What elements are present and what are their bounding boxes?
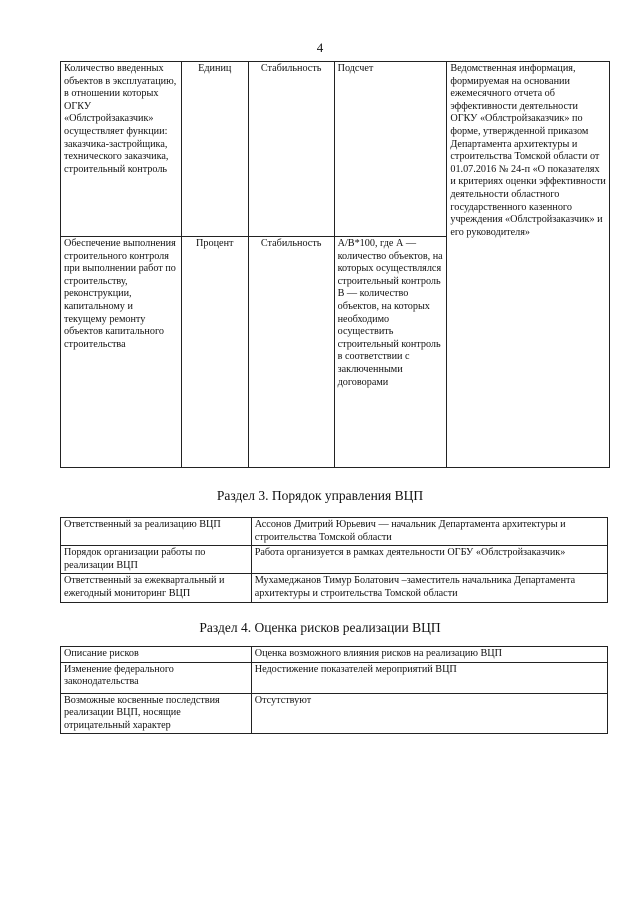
row-label: Изменение федерального законодательства: [61, 662, 252, 693]
indicators-table: [60, 61, 610, 468]
row-value: Ассонов Дмитрий Юрьевич — начальник Департамента архитектуры и строительства Томской области: [251, 518, 607, 546]
indicator-cell: Обеспечение выполнения строительного контроля при выполнении работ по строительству, реконструкции, капитальному и текущему ремонту объектов капитального строительства: [61, 237, 182, 468]
trend-cell: Стабильность: [248, 237, 334, 468]
trend-cell: Стабильность: [248, 62, 334, 237]
calc-cell: А/В*100, где А — количество объектов, на которых осуществлялся строительный контроль В — количество объектов, на которых необходимо осуществить строительный контроль в соответствии с заключенными договорами: [334, 237, 447, 468]
unit-cell: Единиц: [181, 62, 248, 237]
risks-table: [60, 646, 608, 734]
row-value: Мухамеджанов Тимур Болатович –заместитель начальника Департамента архитектуры и строительства Томской области: [251, 574, 607, 602]
row-label: Описание рисков: [61, 647, 252, 663]
indicator-cell: Количество введенных объектов в эксплуатацию, в отношении которых ОГКУ «Облстройзаказчик» осуществляет функции: заказчика-застройщика, технического заказчика, строительный контроль: [61, 62, 182, 237]
page-number: 4: [316, 40, 324, 55]
row-value: Отсутствуют: [251, 693, 607, 734]
table-row: [61, 662, 608, 693]
section-4-title: Раздел 4. Оценка рисков реализации ВЦП: [199, 620, 441, 635]
table-row: [61, 647, 608, 663]
row-label: Возможные косвенные последствия реализации ВЦП, носящие отрицательный характер: [61, 693, 252, 734]
section-3-title: Раздел 3. Порядок управления ВЦП: [216, 488, 424, 503]
row-label: Порядок организации работы по реализации ВЦП: [61, 546, 252, 574]
calc-cell: Подсчет: [334, 62, 447, 237]
row-value: Оценка возможного влияния рисков на реализацию ВЦП: [251, 647, 607, 663]
row-value: Недостижение показателей мероприятий ВЦП: [251, 662, 607, 693]
management-table: [60, 517, 608, 603]
table-row: [61, 546, 608, 574]
row-label: Ответственный за реализацию ВЦП: [61, 518, 252, 546]
table-row: [61, 693, 608, 734]
table-row: [61, 574, 608, 602]
row-label: Ответственный за ежеквартальный и ежегодный мониторинг ВЦП: [61, 574, 252, 602]
unit-cell: Процент: [181, 237, 248, 468]
row-value: Работа организуется в рамках деятельности ОГБУ «Облстройзаказчик»: [251, 546, 607, 574]
table-row: [61, 518, 608, 546]
source-cell: Ведомственная информация, формируемая на основании ежемесячного отчета об эффективности деятельности ОГКУ «Облстройзаказчик» по форме, утвержденной приказом Департамента архитектуры и строительства Томской области от 01.07.2016 № 24-п «О показателях и критериях оценки эффективности деятельности областного государственного казенного учреждения «Облстройзаказчик» и его руководителя»: [447, 62, 610, 468]
table-row: [61, 62, 610, 237]
